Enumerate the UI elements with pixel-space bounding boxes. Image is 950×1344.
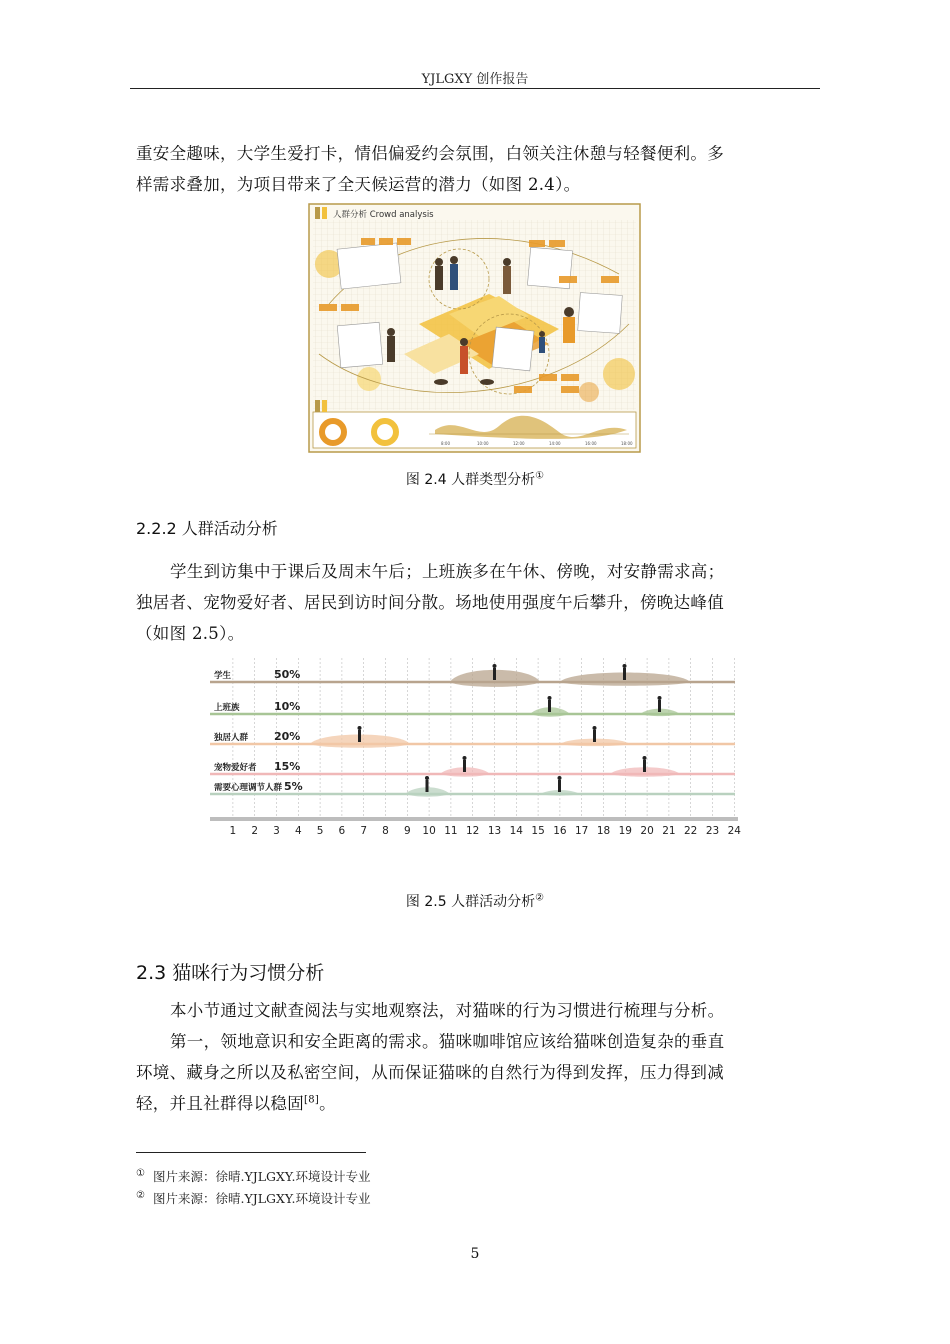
x-tick-label: 16	[553, 825, 567, 837]
series-share: 5%	[284, 780, 303, 793]
footnote-2	[136, 1189, 371, 1207]
person-figure	[593, 726, 597, 730]
p23-line-3: 环境、藏身之所以及私密空间，从而保证猫咪的自然行为得到发挥，压力得到减	[136, 1063, 724, 1082]
person-figure	[548, 696, 552, 700]
series-name: 宠物爱好者	[214, 763, 257, 773]
p23-line-4-end: 。	[319, 1094, 336, 1113]
page-number: 5	[470, 1246, 480, 1262]
figure-2-4	[309, 204, 640, 456]
footnote-1-mark: ①	[136, 1167, 145, 1179]
figure-2-4-caption	[0, 469, 950, 489]
person-figure	[658, 696, 662, 700]
person-figure	[358, 726, 362, 730]
x-tick-label: 1	[229, 825, 237, 837]
x-tick-label: 17	[575, 825, 589, 837]
x-tick-label: 7	[360, 825, 368, 837]
series-share: 15%	[274, 760, 301, 773]
x-tick-label: 24	[727, 825, 741, 837]
x-tick-label: 20	[640, 825, 654, 837]
page-header: YJLGXY 创作报告	[421, 72, 529, 87]
person-figure	[426, 780, 429, 792]
x-tick-label: 8	[382, 825, 389, 837]
fig24-time-label: 18:00	[621, 441, 633, 446]
person-figure	[558, 780, 561, 792]
p23-line-4	[136, 1088, 816, 1119]
fig25-caption-mark: ②	[535, 892, 545, 904]
series-name: 需要心理调节人群	[214, 783, 283, 793]
p222-line-2: 独居者、宠物爱好者、居民到访时间分散。场地使用强度午后攀升，傍晚达峰值	[136, 593, 724, 612]
fig25-caption-text: 图 2.5 人群活动分析	[405, 894, 536, 910]
fig24-time-label: 12:00	[513, 441, 525, 446]
person-figure	[358, 730, 361, 742]
x-tick-label: 10	[422, 825, 436, 837]
person-figure	[425, 776, 429, 780]
x-tick-label: 3	[273, 825, 280, 837]
section-2-3-paragraph	[136, 995, 816, 1119]
fig24-time-label: 10:00	[477, 441, 489, 446]
person-figure	[463, 760, 466, 772]
fig24-caption-text: 图 2.4 人群类型分析	[405, 472, 536, 488]
footnote-2-mark: ②	[136, 1189, 145, 1201]
x-tick-label: 4	[294, 825, 302, 837]
x-tick-label: 21	[662, 825, 676, 837]
x-tick-label: 23	[705, 825, 720, 837]
x-tick-label: 11	[444, 825, 458, 837]
footnote-1	[136, 1167, 371, 1185]
person-figure	[493, 668, 496, 680]
p222-line-3: （如图 2.5）。	[136, 624, 245, 643]
footnote-1-text: 图片来源：徐晴.YJLGXY.环境设计专业	[152, 1169, 371, 1184]
footnote-rule	[136, 1152, 366, 1153]
x-tick-label: 14	[509, 825, 523, 837]
header-rule	[130, 88, 820, 89]
series-name: 上班族	[214, 703, 240, 713]
p222-line-1: 学生到访集中于课后及周末午后；上班族多在午休、傍晚，对安静需求高；	[170, 562, 725, 581]
p23-line-2: 第一，领地意识和安全距离的需求。猫咪咖啡馆应该给猫咪创造复杂的垂直	[170, 1032, 725, 1051]
fig24-time-label: 16:00	[585, 441, 597, 446]
series-share: 20%	[274, 730, 301, 743]
activity-chart	[210, 656, 741, 837]
section-2-2-2-paragraph	[136, 556, 816, 649]
x-tick-label: 13	[487, 825, 502, 837]
figure-2-5	[210, 656, 741, 840]
crowd-analysis-illustration	[309, 204, 640, 452]
series-share: 50%	[274, 668, 301, 681]
person-figure	[558, 776, 562, 780]
x-tick-label: 5	[316, 825, 324, 837]
x-tick-label: 12	[466, 825, 480, 837]
section-2-2-2-heading: 2.2.2 人群活动分析	[136, 519, 278, 538]
footnote-2-text: 图片来源：徐晴.YJLGXY.环境设计专业	[152, 1191, 371, 1206]
fig24-time-label: 8:00	[441, 441, 450, 446]
person-figure	[593, 730, 596, 742]
citation-ref: [8]	[304, 1094, 320, 1106]
x-tick-label: 19	[618, 825, 632, 837]
x-tick-label: 2	[251, 825, 259, 837]
section-2-3-heading: 2.3 猫咪行为习惯分析	[136, 962, 325, 984]
person-figure	[643, 756, 647, 760]
fig24-caption-mark: ①	[535, 470, 545, 482]
series-share: 10%	[274, 700, 301, 713]
intro-line-1: 重安全趣味，大学生爱打卡，情侣偏爱约会氛围，白领关注休憩与轻餐便利。多	[136, 144, 724, 163]
person-figure	[548, 700, 551, 712]
x-tick-label: 9	[403, 825, 411, 837]
intro-paragraph	[136, 138, 816, 200]
x-tick-label: 18	[596, 825, 611, 837]
fig24-time-label: 14:00	[549, 441, 561, 446]
fig24-title: 人群分析 Crowd analysis	[333, 210, 434, 220]
x-tick-label: 15	[531, 825, 545, 837]
p23-line-1: 本小节通过文献查阅法与实地观察法，对猫咪的行为习惯进行梳理与分析。	[170, 1001, 725, 1020]
series-name: 学生	[214, 671, 232, 681]
figure-2-5-caption	[0, 891, 950, 911]
person-figure	[623, 664, 627, 668]
person-figure	[493, 664, 497, 668]
person-figure	[623, 668, 626, 680]
series-name: 独居人群	[214, 733, 249, 743]
person-figure	[463, 756, 467, 760]
x-axis	[210, 817, 738, 821]
p23-line-4-text: 轻，并且社群得以稳固	[136, 1094, 304, 1113]
x-tick-label: 22	[684, 825, 698, 837]
x-tick-label: 6	[338, 825, 346, 837]
person-figure	[658, 700, 661, 712]
intro-line-2: 样需求叠加，为项目带来了全天候运营的潜力（如图 2.4）。	[136, 175, 581, 194]
person-figure	[643, 760, 646, 772]
